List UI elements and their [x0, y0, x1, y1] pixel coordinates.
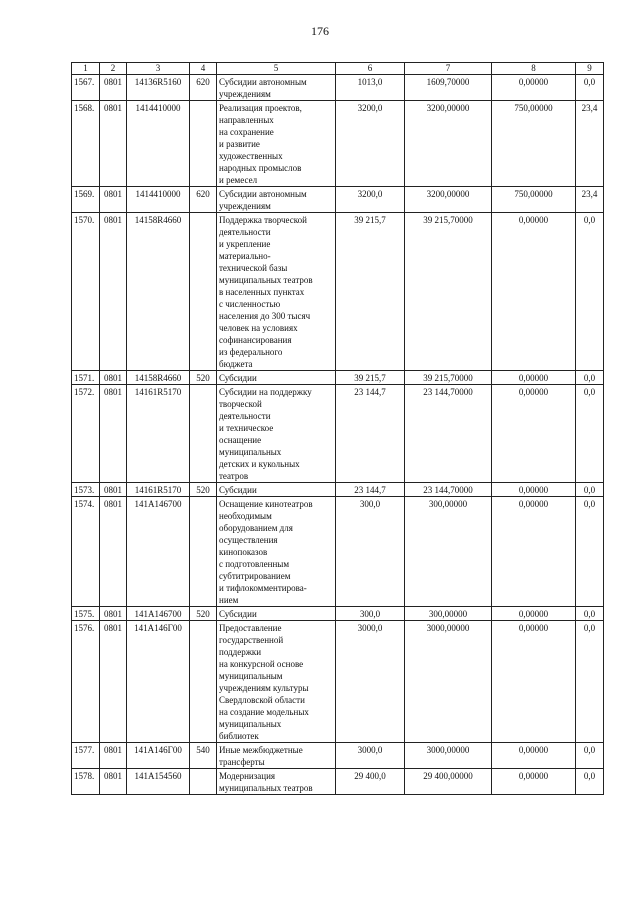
- executed-amount-cell: 0,00000: [492, 75, 576, 101]
- section-code-cell: 0801: [100, 497, 127, 607]
- approved-amount-cell: 23 144,7: [336, 483, 405, 497]
- item-name-cell: Субсидии автономным учреждениям: [217, 75, 336, 101]
- row-number-cell: 1571.: [72, 371, 100, 385]
- executed-amount-cell: 750,00000: [492, 187, 576, 213]
- target-code-cell: 1414410000: [127, 187, 190, 213]
- row-number-cell: 1569.: [72, 187, 100, 213]
- approved-amount-cell: 1013,0: [336, 75, 405, 101]
- item-name-cell: Реализация проектов, направленных на сохранение и развитие художественных народных промыслов и ремесел: [217, 101, 336, 187]
- table-header-row: [72, 63, 604, 75]
- item-name-cell: Субсидии: [217, 483, 336, 497]
- item-name-cell: Модернизация муниципальных театров: [217, 769, 336, 795]
- section-code-cell: 0801: [100, 621, 127, 743]
- planned-amount-cell: 300,00000: [405, 607, 492, 621]
- percent-cell: 0,0: [576, 75, 604, 101]
- row-number-cell: 1570.: [72, 213, 100, 371]
- percent-cell: 23,4: [576, 101, 604, 187]
- table-row: [72, 483, 604, 497]
- planned-amount-cell: 3000,00000: [405, 743, 492, 769]
- table-row: [72, 769, 604, 795]
- approved-amount-cell: 3200,0: [336, 187, 405, 213]
- planned-amount-cell: 300,00000: [405, 497, 492, 607]
- planned-amount-cell: 23 144,70000: [405, 385, 492, 483]
- planned-amount-cell: 3200,00000: [405, 187, 492, 213]
- column-header-1: 1: [72, 63, 100, 75]
- executed-amount-cell: 0,00000: [492, 371, 576, 385]
- percent-cell: 0,0: [576, 483, 604, 497]
- page-number: 176: [311, 24, 329, 38]
- executed-amount-cell: 0,00000: [492, 743, 576, 769]
- section-code-cell: 0801: [100, 607, 127, 621]
- column-header-8: 8: [492, 63, 576, 75]
- expense-type-cell: [190, 213, 217, 371]
- section-code-cell: 0801: [100, 101, 127, 187]
- percent-cell: 0,0: [576, 497, 604, 607]
- expense-type-cell: [190, 769, 217, 795]
- row-number-cell: 1572.: [72, 385, 100, 483]
- approved-amount-cell: 39 215,7: [336, 371, 405, 385]
- expense-type-cell: 520: [190, 607, 217, 621]
- percent-cell: 0,0: [576, 621, 604, 743]
- target-code-cell: 141A146Г00: [127, 621, 190, 743]
- target-code-cell: 14158R4660: [127, 371, 190, 385]
- target-code-cell: 14161R5170: [127, 385, 190, 483]
- target-code-cell: 141A146Г00: [127, 743, 190, 769]
- executed-amount-cell: 750,00000: [492, 101, 576, 187]
- item-name-cell: Субсидии автономным учреждениям: [217, 187, 336, 213]
- row-number-cell: 1568.: [72, 101, 100, 187]
- row-number-cell: 1574.: [72, 497, 100, 607]
- table-row: [72, 213, 604, 371]
- expense-type-cell: [190, 385, 217, 483]
- item-name-cell: Субсидии: [217, 607, 336, 621]
- planned-amount-cell: 29 400,00000: [405, 769, 492, 795]
- target-code-cell: 14158R4660: [127, 213, 190, 371]
- approved-amount-cell: 39 215,7: [336, 213, 405, 371]
- table-row: [72, 385, 604, 483]
- column-header-4: 4: [190, 63, 217, 75]
- planned-amount-cell: 23 144,70000: [405, 483, 492, 497]
- table-row: [72, 75, 604, 101]
- column-header-5: 5: [217, 63, 336, 75]
- row-number-cell: 1577.: [72, 743, 100, 769]
- section-code-cell: 0801: [100, 75, 127, 101]
- percent-cell: 0,0: [576, 769, 604, 795]
- expense-type-cell: [190, 621, 217, 743]
- percent-cell: 0,0: [576, 213, 604, 371]
- section-code-cell: 0801: [100, 483, 127, 497]
- executed-amount-cell: 0,00000: [492, 769, 576, 795]
- expense-type-cell: 620: [190, 187, 217, 213]
- executed-amount-cell: 0,00000: [492, 621, 576, 743]
- table-row: [72, 497, 604, 607]
- budget-table: [71, 62, 604, 795]
- percent-cell: 0,0: [576, 607, 604, 621]
- table-row: [72, 187, 604, 213]
- expense-type-cell: [190, 497, 217, 607]
- column-header-9: 9: [576, 63, 604, 75]
- target-code-cell: 141A154560: [127, 769, 190, 795]
- expense-type-cell: 520: [190, 371, 217, 385]
- row-number-cell: 1567.: [72, 75, 100, 101]
- row-number-cell: 1576.: [72, 621, 100, 743]
- item-name-cell: Оснащение кинотеатров необходимым оборудованием для осуществления кинопоказов с подготовленным субтитрированием и тифлокомментирова- нием: [217, 497, 336, 607]
- target-code-cell: 141A146700: [127, 497, 190, 607]
- section-code-cell: 0801: [100, 187, 127, 213]
- executed-amount-cell: 0,00000: [492, 213, 576, 371]
- approved-amount-cell: 23 144,7: [336, 385, 405, 483]
- item-name-cell: Субсидии на поддержку творческой деятельности и техническое оснащение муниципальных детских и кукольных театров: [217, 385, 336, 483]
- executed-amount-cell: 0,00000: [492, 607, 576, 621]
- expense-type-cell: 520: [190, 483, 217, 497]
- item-name-cell: Поддержка творческой деятельности и укрепление материально- технической базы муниципальных театров в населенных пунктах с численностью населения до 300 тысяч человек на условиях софинансирования из федерального бюджета: [217, 213, 336, 371]
- section-code-cell: 0801: [100, 371, 127, 385]
- target-code-cell: 14136R5160: [127, 75, 190, 101]
- executed-amount-cell: 0,00000: [492, 483, 576, 497]
- row-number-cell: 1573.: [72, 483, 100, 497]
- target-code-cell: 14161R5170: [127, 483, 190, 497]
- target-code-cell: 1414410000: [127, 101, 190, 187]
- approved-amount-cell: 3000,0: [336, 621, 405, 743]
- item-name-cell: Предоставление государственной поддержки на конкурсной основе муниципальным учреждениям культуры Свердловской области на создание модельных муниципальных библиотек: [217, 621, 336, 743]
- planned-amount-cell: 3200,00000: [405, 101, 492, 187]
- column-header-7: 7: [405, 63, 492, 75]
- column-header-3: 3: [127, 63, 190, 75]
- column-header-2: 2: [100, 63, 127, 75]
- approved-amount-cell: 3200,0: [336, 101, 405, 187]
- row-number-cell: 1578.: [72, 769, 100, 795]
- table-row: [72, 101, 604, 187]
- percent-cell: 0,0: [576, 743, 604, 769]
- planned-amount-cell: 1609,70000: [405, 75, 492, 101]
- row-number-cell: 1575.: [72, 607, 100, 621]
- approved-amount-cell: 300,0: [336, 607, 405, 621]
- approved-amount-cell: 3000,0: [336, 743, 405, 769]
- executed-amount-cell: 0,00000: [492, 385, 576, 483]
- item-name-cell: Субсидии: [217, 371, 336, 385]
- table-row: [72, 743, 604, 769]
- item-name-cell: Иные межбюджетные трансферты: [217, 743, 336, 769]
- percent-cell: 0,0: [576, 371, 604, 385]
- table-row: [72, 607, 604, 621]
- expense-type-cell: [190, 101, 217, 187]
- section-code-cell: 0801: [100, 769, 127, 795]
- expense-type-cell: 620: [190, 75, 217, 101]
- planned-amount-cell: 39 215,70000: [405, 371, 492, 385]
- table-row: [72, 621, 604, 743]
- section-code-cell: 0801: [100, 213, 127, 371]
- column-header-6: 6: [336, 63, 405, 75]
- executed-amount-cell: 0,00000: [492, 497, 576, 607]
- section-code-cell: 0801: [100, 743, 127, 769]
- planned-amount-cell: 39 215,70000: [405, 213, 492, 371]
- expense-type-cell: 540: [190, 743, 217, 769]
- percent-cell: 0,0: [576, 385, 604, 483]
- percent-cell: 23,4: [576, 187, 604, 213]
- section-code-cell: 0801: [100, 385, 127, 483]
- target-code-cell: 141A146700: [127, 607, 190, 621]
- approved-amount-cell: 29 400,0: [336, 769, 405, 795]
- approved-amount-cell: 300,0: [336, 497, 405, 607]
- planned-amount-cell: 3000,00000: [405, 621, 492, 743]
- table-row: [72, 371, 604, 385]
